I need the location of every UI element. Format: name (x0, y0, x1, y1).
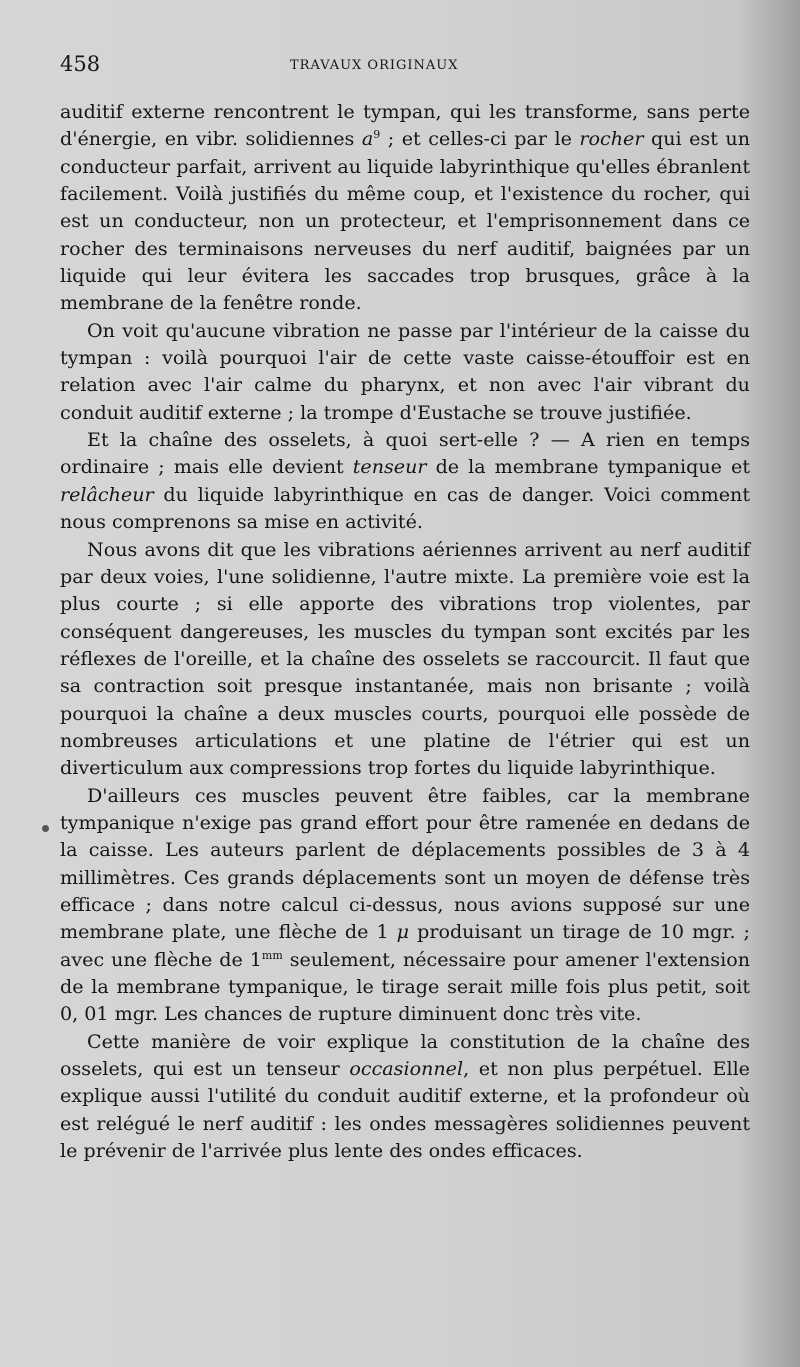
page-header (60, 52, 750, 82)
text-run: de la membrane tympanique et (426, 455, 750, 479)
text-run: seulement, nécessaire pour amener l'extension de la membrane tympanique, le tirage serait mille fois plus petit, soit 0, 01 mgr. Les chances de rupture diminuent donc très vite. (60, 947, 750, 1026)
italic-text: tenseur (352, 455, 427, 479)
text-run: produisant un tirage de 10 mgr. ; avec une flèche de 1 (60, 920, 750, 971)
text-run: D'ailleurs ces muscles peuvent être faibles, car la membrane tympanique n'exige pas grand effort pour être ramenée en dedans de la caisse. Les auteurs parlent de déplacements possibles de 3 à 4 millimètres. Ces grands déplacements sont un moyen de défense très efficace ; dans notre calcul ci-dessus, nous avions supposé sur une membrane plate, une flèche de 1 (60, 783, 750, 944)
text-run: Nous avons dit que les vibrations aériennes arrivent au nerf auditif par deux voies, l'une solidienne, l'autre mixte. La première voie est la plus courte ; si elle apporte des vibrations trop violentes, par conséquent dangereuses, les muscles du tympan sont excités par les réflexes de l'oreille, et la chaîne des osselets se raccourcit. Il faut que sa contraction soit presque instantanée, mais non brisante ; voilà pourquoi la chaîne a deux muscles courts, pourquoi elle possède de nombreuses articulations et une platine de l'étrier qui est un diverticulum aux compressions trop fortes du liquide labyrinthique. (60, 537, 750, 780)
superscript: 9 (373, 128, 381, 142)
text-run: ; et celles-ci par le (380, 127, 580, 151)
paragraph (60, 98, 750, 317)
text-run: auditif externe rencontrent le tympan, qui les transforme, sans perte d'énergie, en vibr. solidiennes (60, 100, 750, 151)
paragraph (60, 426, 750, 535)
italic-text: rocher (579, 127, 644, 151)
italic-text: a (361, 127, 374, 151)
text-run: Cette manière de voir explique la constitution de la chaîne des osselets, qui est un tenseur (60, 1029, 750, 1081)
paragraph (60, 317, 750, 426)
italic-text: μ (396, 920, 410, 944)
text-run: qui est un conducteur parfait, arrivent au liquide labyrinthique qu'elles ébranlent facilement. Voilà justifiés du même coup, et l'existence du rocher, qui est un conducteur, non un protecteur, et l'emprisonnement dans ce rocher des terminaisons nerveuses du nerf auditif, baignées par un liquide qui leur évitera les saccades trop brusques, grâce à la membrane de la fenêtre ronde. (60, 127, 750, 315)
text-run: On voit qu'aucune vibration ne passe par l'intérieur de la caisse du tympan : voilà pourquoi l'air de cette vaste caisse-étouffoir est en relation avec l'air calme du pharynx, et non avec l'air vibrant du conduit auditif externe ; la trompe d'Eustache se trouve justifiée. (60, 318, 750, 424)
italic-text: relâcheur (60, 482, 154, 506)
paragraph (60, 782, 750, 1028)
italic-text: occasionnel (349, 1057, 464, 1081)
text-run: Et la chaîne des osselets, à quoi sert-elle ? — A rien en temps ordinaire ; mais elle devient (60, 428, 750, 479)
text-run: , et non plus perpétuel. Elle explique aussi l'utilité du conduit auditif externe, et la profondeur où est relégué le nerf auditif : les ondes messagères solidiennes peuvent le prévenir de l'arrivée plus lente des ondes efficaces. (60, 1057, 750, 1163)
text-run: du liquide labyrinthique en cas de danger. Voici comment nous comprenons sa mise en activité. (60, 482, 750, 534)
ink-spot (42, 825, 49, 832)
page-number: 458 (60, 52, 101, 76)
superscript: mm (261, 948, 283, 962)
paragraph (60, 1028, 750, 1165)
paragraph (60, 536, 750, 782)
body-text (60, 98, 750, 1164)
running-head: TRAVAUX ORIGINAUX (290, 58, 459, 73)
